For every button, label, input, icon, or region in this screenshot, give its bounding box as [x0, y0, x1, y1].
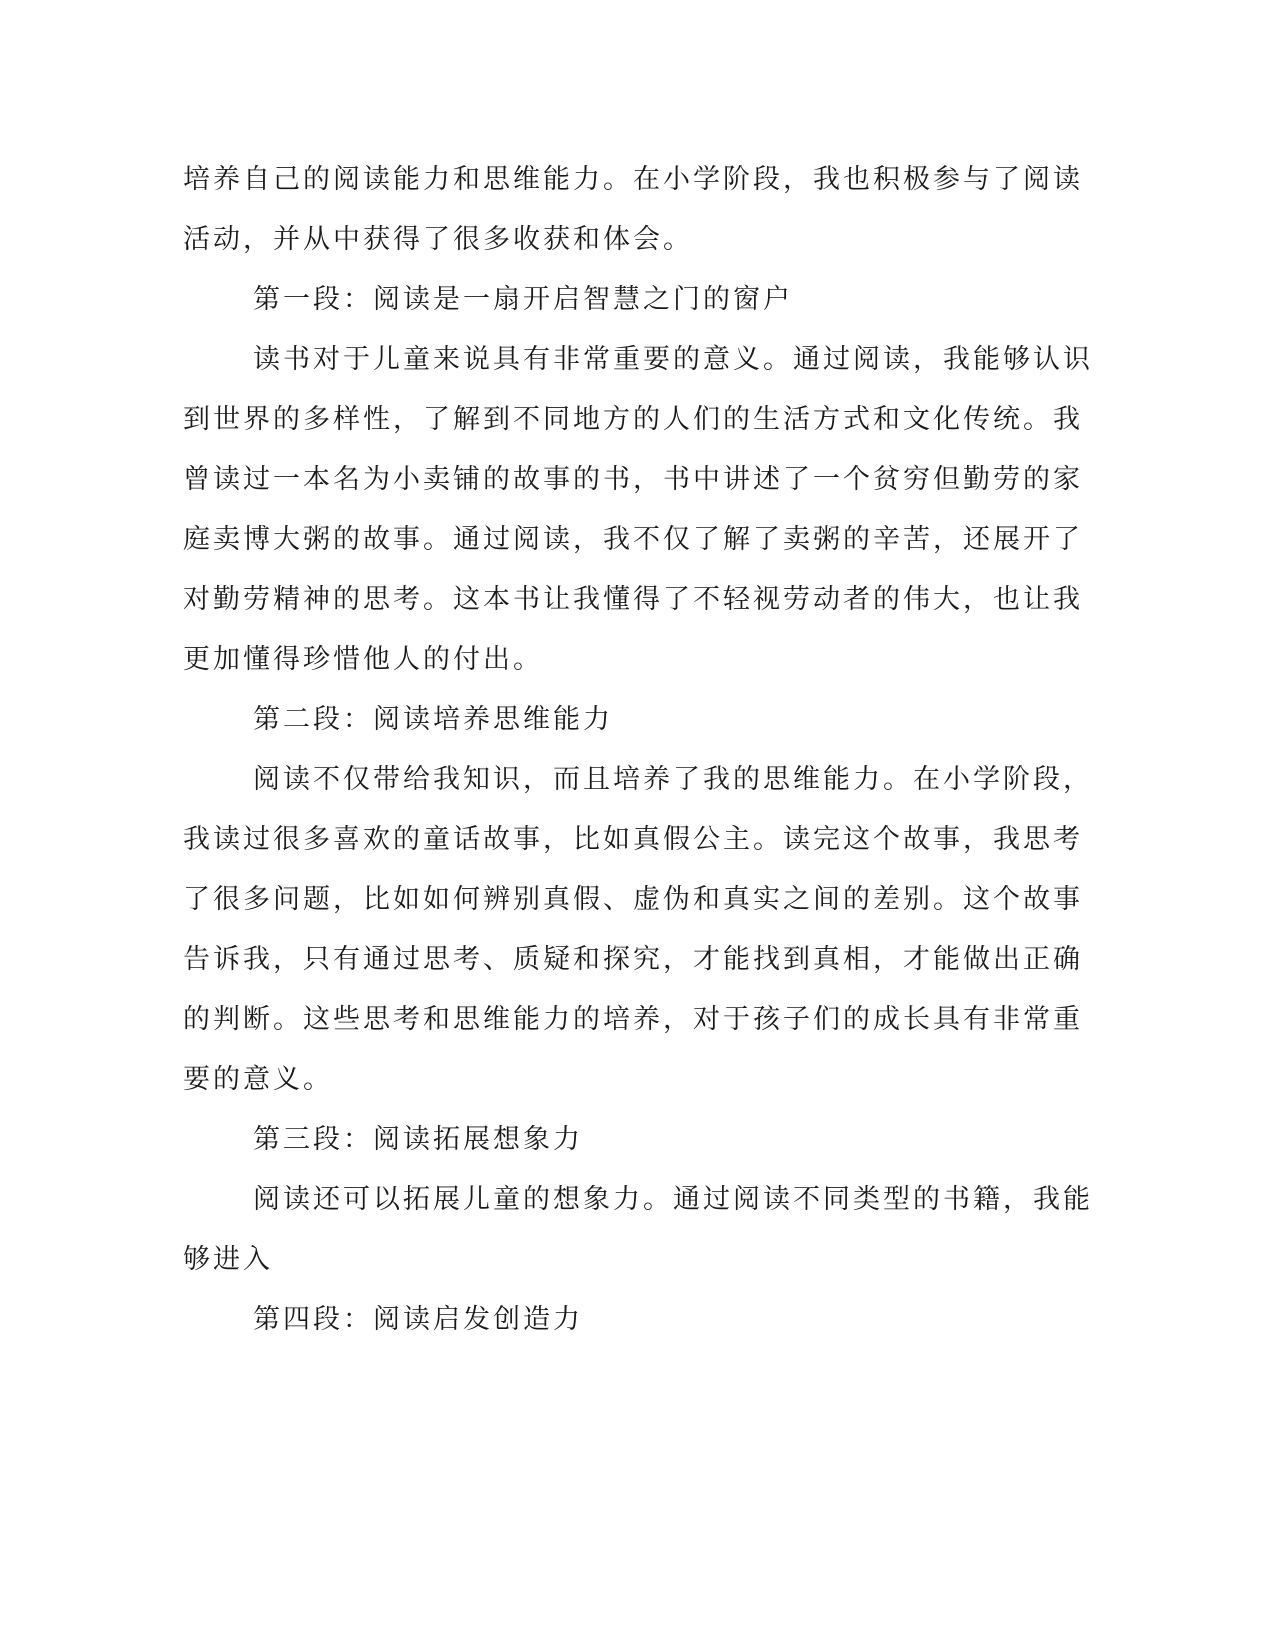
paragraph-line: 到世界的多样性，了解到不同地方的人们的生活方式和文化传统。我	[183, 404, 1083, 435]
paragraph-line: 曾读过一本名为小卖铺的故事的书，书中讲述了一个贫穷但勤劳的家	[183, 464, 1083, 495]
paragraph-line: 告诉我，只有通过思考、质疑和探究，才能找到真相，才能做出正确	[183, 944, 1083, 975]
paragraph-line: 阅读还可以拓展儿童的想象力。通过阅读不同类型的书籍，我能	[253, 1184, 1093, 1215]
section-heading-3: 第三段：阅读拓展想象力	[253, 1124, 583, 1155]
paragraph-line: 活动，并从中获得了很多收获和体会。	[183, 224, 693, 255]
paragraph-line: 了很多问题，比如如何辨别真假、虚伪和真实之间的差别。这个故事	[183, 884, 1083, 915]
section-heading-4: 第四段：阅读启发创造力	[253, 1304, 583, 1335]
paragraph-line: 培养自己的阅读能力和思维能力。在小学阶段，我也积极参与了阅读	[183, 164, 1083, 195]
paragraph-line: 的判断。这些思考和思维能力的培养，对于孩子们的成长具有非常重	[183, 1004, 1083, 1035]
paragraph-line: 够进入	[183, 1244, 273, 1275]
paragraph-line: 庭卖博大粥的故事。通过阅读，我不仅了解了卖粥的辛苦，还展开了	[183, 524, 1083, 555]
paragraph-line: 对勤劳精神的思考。这本书让我懂得了不轻视劳动者的伟大，也让我	[183, 584, 1083, 615]
paragraph-line: 要的意义。	[183, 1064, 333, 1095]
paragraph-line: 阅读不仅带给我知识，而且培养了我的思维能力。在小学阶段，	[253, 764, 1093, 795]
section-heading-1: 第一段：阅读是一扇开启智慧之门的窗户	[253, 284, 793, 315]
paragraph-line: 我读过很多喜欢的童话故事，比如真假公主。读完这个故事，我思考	[183, 824, 1083, 855]
section-heading-2: 第二段：阅读培养思维能力	[253, 704, 613, 735]
document-body	[183, 150, 1093, 1350]
paragraph-line: 读书对于儿童来说具有非常重要的意义。通过阅读，我能够认识	[253, 344, 1093, 375]
paragraph-line: 更加懂得珍惜他人的付出。	[183, 644, 543, 675]
